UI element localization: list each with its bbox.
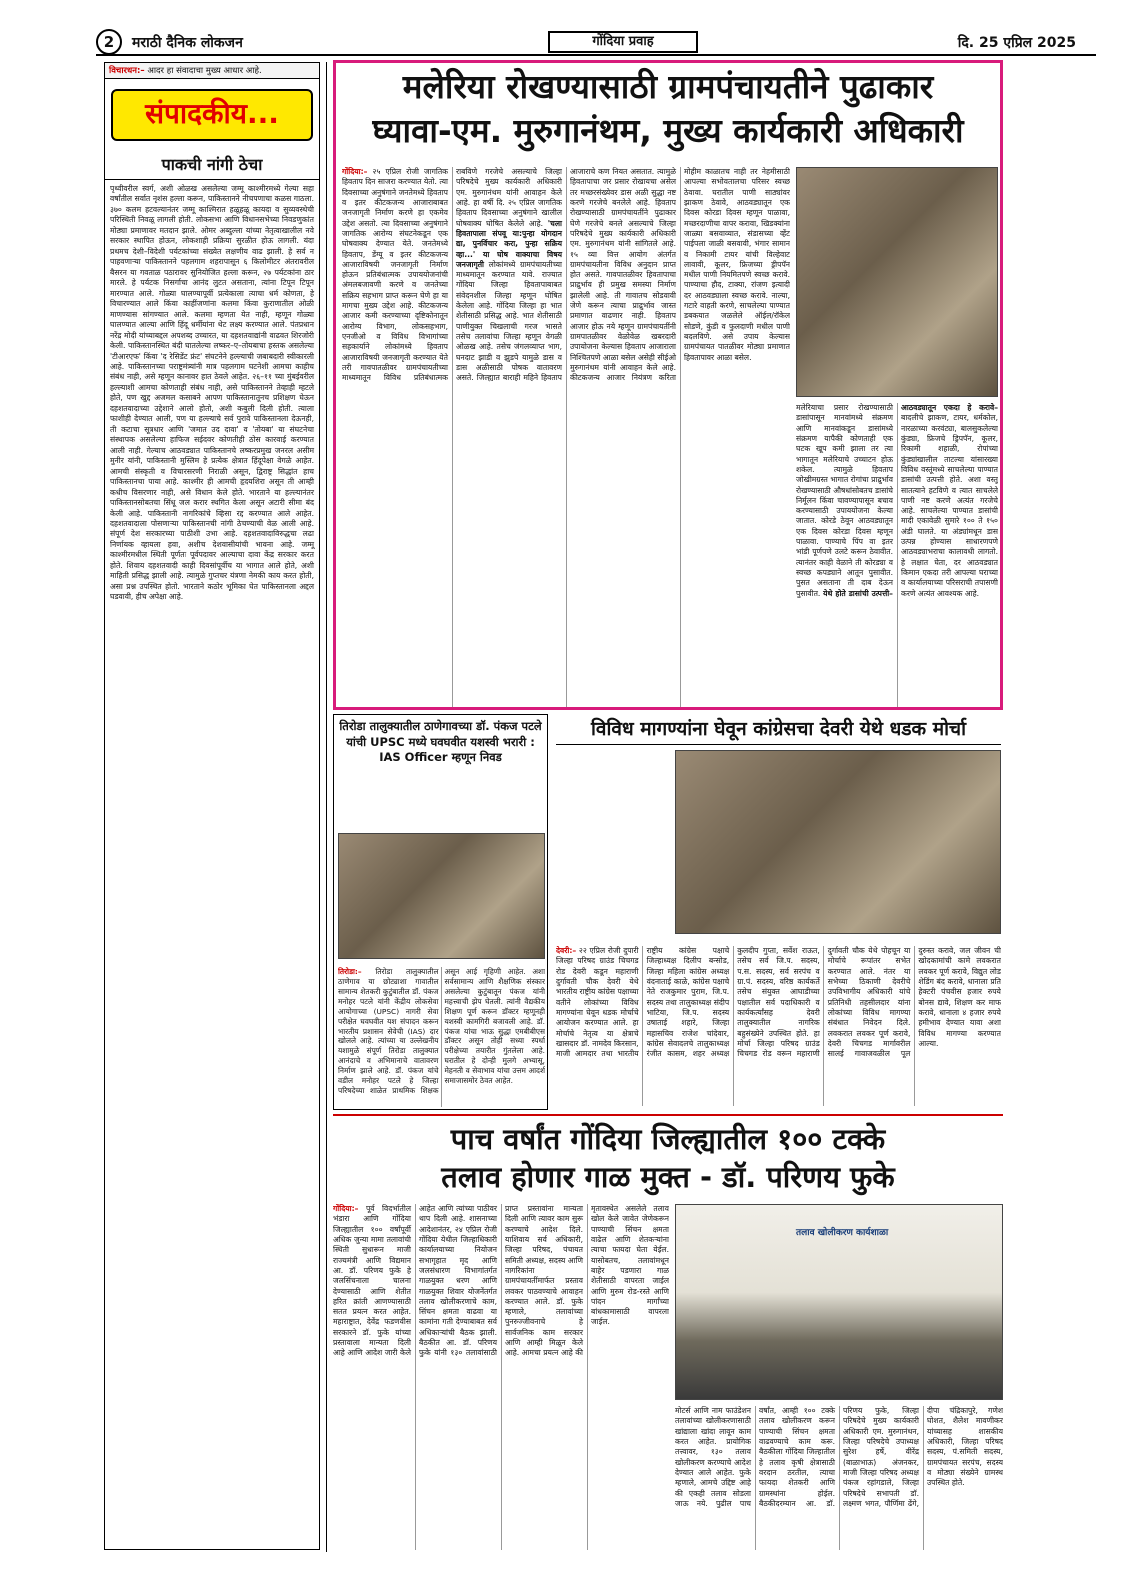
upsc-headline: तिरोडा तालुक्यातील ठाणेगावच्या डॉ. पंकज पटले यांची UPSC मध्ये घवघवीत यशस्वी भरारी : IAS Officer म्हणून निवड bbox=[339, 719, 542, 765]
upsc-body bbox=[338, 967, 545, 1107]
morcha-dateline: देवरी:– bbox=[556, 946, 577, 955]
upsc-body-text: तिरोडा तालुक्यातील ठाणेगाव या छोट्याशा गावातील सामान्य शेतकरी कुटुंबातील डॉ. पंकज मनोहर पटले यांनी केंद्रीय लोकसेवा आयोगाच्या (UPSC) नागरी सेवा परीक्षेत घवघवीत यश संपादन करून भारतीय प्रशासन सेवेची (IAS) दार खोलले आहे. त्यांच्या या उल्लेखनीय यशामुळे संपूर्ण तिरोडा तालुक्यात आनंदाचे व अभिमानाचे वातावरण निर्माण झाले आहे. डॉ. पंकज यांचे वडील मनोहर पटले हे जिल्हा परिषदेच्या शाळेत प्राथमिक शिक्षक असून आई गृहिणी आहेत. अशा सर्वसामान्य आणि शैक्षणिक संस्कार असलेल्या कुटुंबातून पंकज यांनी महत्त्वाची झेप घेतली. त्यांनी वैद्यकीय शिक्षण पूर्ण करून डॉक्टर म्हणूनही यशस्वी कामगिरी बजावली आहे. डॉ. पंकज यांचा भाऊ सुद्धा एमबीबीएस डॉक्टर असून तोही सध्या स्पर्धा परीक्षेच्या तयारीत गुंतलेला आहे. घरातील हे दोन्ही मुलगे अभ्यासू, मेहनती व सेवाभाव यांचा उत्तम आदर्श समाजासमोर ठेवत आहेत. bbox=[338, 967, 545, 1096]
lead-headline-line-2: घ्यावा-एम. मुरुगानंथम, मुख्य कार्यकारी अधिकारी bbox=[372, 111, 964, 150]
lead-slogan: 'चला हिवतापाला संपवू या:पुन्हा योगदान द्या, पुनर्विचार करा, पुन्हा सक्रिय व्हा...' या घोष वाक्याचा विषय जनजागृती bbox=[456, 218, 562, 269]
upsc-dateline: तिरोडा:– bbox=[338, 967, 362, 976]
masthead bbox=[96, 30, 1096, 56]
lead-side-body bbox=[796, 403, 998, 707]
lead-side-subhead-1: येथे होते डासांची उत्पत्ती– bbox=[823, 588, 893, 598]
editorial-title: संपादकीय... bbox=[111, 89, 313, 141]
lake-dateline: गोंदिया:– bbox=[333, 1204, 359, 1213]
thought-text: आदर हा संवादाचा मुख्य आधार आहे. bbox=[147, 66, 262, 76]
lake-meeting-photo bbox=[675, 1204, 1003, 1400]
editorial-body: पृथ्वीवरील स्वर्ग, अशी ओळख असलेल्या जम्मू काश्मीरमध्ये गेल्या सहा वर्षांतील सर्वात नृशंस हल्ला करून, पाकिस्तानने नीचपणाचा कळस गाठला. ३७० कलम हटवल्यानंतर जम्मू काश्मिरात हळूहळू कायदा व सुव्यवस्थेची परिस्थिती निवळू लागली होती. लोकसभा आणि विधानसभेच्या निवडणुकांत मोठ्या प्रमाणावर मतदान झाले. ओमर अब्दुल्ला यांच्या नेतृत्वाखालील नवे सरकार स्थापित होऊन, लोकशाही प्रक्रिया सुरळीत होऊ लागली. यंदा प्रथमच देशी–विदेशी पर्यटकांच्या संख्येत लक्षणीय वाढ झाली. हे सर्व न पाहवणाऱ्या पाकिस्तानने पहलगाम शहरापासून ६ किलोमीटर अंतरावरील बैसरन या गवताळ पठारावर सुनियोजित हल्ला करून, २७ पर्यटकांना ठार मारले. हे पर्यटक निसर्गाचा आनंद लुटत असताना, त्यांना टिपून टिपून मारण्यात आले. गोळ्या घालण्यापूर्वी प्रत्येकाला त्याचा धर्म कोणता, हे विचारण्यात आले किंवा काहींजणांना कलमा किंवा कुराणातील ओळी माणण्यास सांगण्यात आले. कलमा म्हणता येत नाही, म्हणून गोळ्या घालण्यात आल्या आणि हिंदू धर्मीयांना थेट लक्ष्य करण्यात आले. पंतप्रधान नरेंद्र मोदी यांच्याबद्दल अपशब्द उच्चारत, या दहशतवाद्यांनी वाढवत शिरजोरी केली. पाकिस्तानस्थित बंदी घातलेल्या लष्कर–ए–तोयबाचा हस्तक असलेल्या 'टीआरएफ' किंवा 'द रेसिडेंट फ्रंट' संघटनेने हल्ल्याची जबाबदारी स्वीकारली आहे. पाकिस्तानच्या पराष्ट्रमंत्र्यांनी मात्र पहलगाम घटनेशी आमचा काहीच संबंध नाही, असे म्हणून कानावर हात ठेवले आहेत. २६–११ च्या मुंबईवरील हल्ल्याशी आमचा कोणताही संबंध नाही, असे पाकिस्तानने तेव्हाही म्हटले होते, पण खुद्द अजमल कसाबने आपण पाकिस्तानातूनच प्रशिक्षण घेऊन दहशतवादाच्या उद्देशाने आलो होतो, अशी कबुली दिली होती. त्याला फाशीही देण्यात आली, पण या हल्ल्याचे सर्व पुरावे पाकिस्तानला देऊनही, ती कटाचा सूत्रधार आणि 'जमात उद दावा' व 'तोयबा' या संघटनेचा संस्थापक असलेल्या हाफिज सईदवर कोणतीही ठोस कारवाई करण्यात आली नाही. गेल्याच आठवड्यात पाकिस्तानचे लष्करप्रमुख जनरल असीम मुनीर यांनी, पाकिस्तानी मुस्लिम हे प्रत्येक क्षेत्रात हिंदूपेक्षा वेगळे आहेत. आमची संस्कृती व विचारसरणी निराळी असून, द्विराष्ट्र सिद्धांत हाच पाकिस्तानचा पाया आहे. काश्मीर ही आमची हृदयशिरा असून ती आम्ही कधीच विसरणार नाही, असे विधान केले होते. भारताने या हल्ल्यानंतर पाकिस्तानसोबतचा सिंधू जल करार स्थगित केला असून अटारी सीमा बंद केली आहे. पाकिस्तानी नागरिकांचे व्हिसा रद्द करण्यात आले आहेत. दहशतवादाला पोसणाऱ्या पाकिस्तानची नांगी ठेचण्याची वेळ आली आहे. संपूर्ण देश सरकारच्या पाठीशी उभा आहे. दहशतवादाविरुद्धचा लढा निर्णायक व्हायला हवा, अशीच देशवासीयांची भावना आहे. जम्मू काश्मीरमधील स्थिती पूर्णतः पूर्वपदावर आल्याचा दावा केंद्र सरकार करत होते. शिवाय दहशतवादी काही दिवसांपूर्वीच या भागात आले होते, अशी माहिती प्रसिद्ध झाली आहे. त्यामुळे गुप्तचर यंत्रणा नेमकी काय करत होती, असा प्रश्न उपस्थित होतो. भारताने कठोर भूमिका घेत पाकिस्तानला अद्दल घडवावी, हीच अपेक्षा आहे. bbox=[110, 184, 314, 602]
lake-body-text: पूर्व विदर्भातील भंडारा आणि गोंदिया जिल्ह्यातील १०० वर्षांपूर्वी अधिक जुन्या मामा तलावांची स्थिती सुधारून माजी राज्यमंत्री आणि विद्यमान आ. डॉ. परिणय फुके हे जलसिंचनाला चालना देण्यासाठी आणि शेतीत हरित क्रांती आणण्यासाठी सतत प्रयत्न करत आहेत. महाराष्ट्रात, देवेंद्र फडणवीस सरकारने डॉ. फुके यांच्या प्रस्तावाला मान्यता दिली आहे आणि आदेश जारी केले आहेत आणि त्यांच्या पाठीवर थाप दिली आहे. शासनाच्या आदेशानंतर, २४ एप्रिल रोजी गोंदिया येथील जिल्हाधिकारी कार्यालयाच्या नियोजन सभागृहात मृद आणि जलसंधारण विभागांतर्गत गाळयुक्त धरण आणि गाळयुक्त शिवार योजनेंतर्गत तलाव खोलीकरणाचे काम, सिंचन क्षमता वाढवा या कामांना गती देण्याबाबत सर्व अधिकाऱ्यांची बैठक झाली. बैठकीत आ. डॉ. परिणय फुके यांनी १३० तलावांसाठी प्राप्त प्रस्तावांना मान्यता दिली आणि त्यावर काम सुरू करण्याचे आदेश दिले. याशिवाय सर्व अधिकारी, जिल्हा परिषद, पंचायत समिती अध्यक्ष, सदस्य आणि नागरिकांना ग्रामपंचायतींमार्फत प्रस्ताव लवकर पाठवण्याचे आवाहन करण्यात आले. डॉ. फुके म्हणाले, तलावांच्या पुनरुज्जीवनाचे हे सार्वजनिक काम सरकार आणि आम्ही मिळून केले आहे. आमचा प्रयत्न आहे की मृतावस्थेत असलेले तलाव खोल केले जावेत जेणेकरून पाण्याची सिंचन क्षमता वाढेल आणि शेतकऱ्यांना त्याचा फायदा घेता येईल. यासोबतच, तलावांमधून बाहेर पडणारा गाळ शेतीसाठी वापरता जाईल आणि मुरुम रोड-रस्ते आणि पांदन मार्गांच्या बांधकामासाठी वापरला जाईल. bbox=[333, 1204, 669, 1358]
morcha-story bbox=[556, 714, 1001, 1110]
paper-name: मराठी दैनिक लोकजन bbox=[132, 35, 243, 51]
lake-body-2 bbox=[675, 1406, 1003, 1550]
thought-of-the-day bbox=[105, 63, 319, 79]
lake-story bbox=[333, 1114, 1003, 1554]
lead-body-text-2: लोकांमध्ये ग्रामपंचायतीच्या माध्यमातून करण्यात यावे. राज्यात गोंदिया जिल्हा हिवतापाबाबत संवेदनशील जिल्हा म्हणून घोषित केलेला आहे. गोंदिया जिल्हा हा भात शेतीसाठी प्रसिद्ध आहे. भात शेतीसाठी पाणीयुक्त चिखलाची गरज भासते तसेच तलावांचा जिल्हा म्हणून वेगळी ओळख आहे. तसेच जंगलव्याप्त भाग, घनदाट झाडी व झुडपे यामुळे डास व डास अळीसाठी पोषक वातावरण असते. जिल्ह्यात बाराही महिने हिवताप आजाराचे कण नियत असतात. त्यामुळे हिवतापाचा जर प्रसार रोखायचा असेल तर मच्छरसंख्येवर डास अळी सुद्धा नष्ट करणे गरजेचे बनलेले आहे. हिवताप रोखण्यासाठी ग्रामपंचायतींने पुढाकार घेणे गरजेचे बनले असल्याचे जिल्हा परिषदेचे मुख्य कार्यकारी अधिकारी एम. मुरुगानंथम यांनी सांगितले आहे. १५ व्या वित्त आयोग अंतर्गत ग्रामपंचायतीना विविध अनुदान प्राप्त होत असते. गावपातळीवर हिवतापाचा प्राद्रुर्भाव ही प्रमुख समस्या निर्माण झालेली आहे. ती गावातच सोडवावी जेणे करून त्याचा प्राद्रुर्भाव जास्त प्रमाणात वाढणार नाही. हिवताप आजार होऊ नये म्हणून ग्रामपंचायतींनी ग्रामपातळीवर वेळोवेळ खबरदारी उपायोजना केल्यास हिवताप आजाराला निश्चितपणे आळा बसेल असेही सीईओ मुरुगानंथम यांनी आवाहन केले आहे. कीटकजन्य आजार नियंत्रण करिता मोहीम काळातच नाही तर नेहमीसाठी आपल्या सभोवतालचा परिसर स्वच्छ ठेवावा. घरातील पाणी साठ्यांवर झाकण ठेवावे, आठवड्यातून एक दिवस कोरडा दिवस म्हणून पाळावा, मच्छरदाणीचा वापर करावा, खिडक्यांना जाळ्या बसवाव्यात, संडासच्या व्हेंट पाईपला जाळी बसवावी, भंगार सामान व निकामी टायर यांची विल्हेवाट लावावी, कूलर, फ्रिजच्या ड्रीपपॅन मधील पाणी नियमितपणे स्वच्छ करावे. पाण्याचा हौद, टाक्या, रांजण इत्यादी दर आठवड्याला स्वच्छ करावे. नाल्या, गटारे वाहती करणे, साचलेल्या पाण्यात डबकयात जळलेले ऑईल/रॉकेल सोडणे, कुंडी व फुलदाणी मधील पाणी बदलविणे. असे उपाय केल्यास ग्रामपंचायत पातळीवर मोठ्या प्रमाणात हिवतापावर आळा बसेल. bbox=[456, 167, 790, 383]
meeting-banner: तलाव खोलीकरण कार्यशाळा bbox=[796, 1228, 889, 1238]
lake-headline-line-1: पाच वर्षांत गोंदिया जिल्ह्यातील १०० टक्के bbox=[450, 1122, 886, 1156]
lead-side-text: मलेरियाचा प्रसार रोखण्यासाठी डासांपासून मानवांमध्ये संक्रमण आणि मानवांकडून डासांमध्ये संक्रमण यापैकी कोणताही एक घटक खूप कमी झाला तर त्या भागातून मलेरियाचे उच्चाटन होऊ शकेल. त्यामुळे हिवताप जोखीमग्रस्त भागात रोगांचा प्राद्रुर्भाव रोखण्यासाठी औषधांसोबतच डासांचे निर्मूलन किंवा चावण्यापासून बचाव करण्यासाठी उपाययोजना केल्या जातात. कोरडे ठेवून आठवड्यातून एक दिवस कोरडा दिवस म्हणून पाळावा. पाण्याचे पिंप वा इतर भांडी पूर्णपणे उलटे करून ठेवावीत. त्यानंतर काही वेळाने ती कोरड्या व स्वच्छ कपड्याने आतून पुसावीत. पुसत असताना ती दाब देऊन पुसावीत. bbox=[796, 403, 893, 598]
section-name: गोंदिया प्रवाह bbox=[548, 31, 698, 53]
lake-headline bbox=[333, 1120, 1003, 1196]
editorial-subtitle: पाकची नांगी ठेचा bbox=[105, 153, 319, 180]
upsc-story bbox=[333, 714, 548, 1110]
issue-date: दि. 25 एप्रिल 2025 bbox=[957, 35, 1076, 51]
morcha-headline: विविध मागण्यांना घेवून कांग्रेसचा देवरी येथे धडक मोर्चा bbox=[556, 714, 1001, 745]
lead-headline bbox=[336, 65, 1000, 153]
thought-label: विचारधन:– bbox=[109, 66, 145, 76]
lead-photo bbox=[796, 167, 998, 397]
lead-headline-line-1: मलेरिया रोखण्यासाठी ग्रामपंचायतीने पुढाकार bbox=[402, 67, 934, 106]
morcha-photo bbox=[675, 750, 1001, 934]
lead-dateline: गोंदिया:– bbox=[342, 167, 368, 176]
column-divider bbox=[326, 62, 327, 1552]
lead-body bbox=[342, 167, 790, 707]
lake-headline-line-2: तलाव होणार गाळ मुक्त - डॉ. परिणय फुके bbox=[441, 1160, 895, 1194]
morcha-body bbox=[556, 946, 1001, 1106]
lead-side-subhead-2: आठवड्यातून एकदा हे करावे– bbox=[901, 403, 998, 412]
lake-body bbox=[333, 1204, 669, 1550]
editorial-column bbox=[104, 62, 320, 1550]
lake-body-text-2: मोटर्स आणि नाम फाउंडेशन तलावांच्या खोलीकरणासाठी खांद्याला खांदा लावून काम करत आहेत. प्रायोगिक तत्त्वावर, १३० तलाव खोलीकरण करण्याचे आदेश देण्यात आले आहेत. फुके म्हणाले, आमचे उद्दिष्ट आहे की एकही तलाव सोडला जाऊ नये. पुढील पाच वर्षांत, आम्ही १०० टक्के तलाव खोलीकरण करून पाण्याची सिंचन क्षमता वाढवण्याचे काम करू. बैठकीला गोंदिया जिल्हातील हे तलाव कृषी क्षेत्रासाठी वरदान ठरतील, त्याचा फायदा शेतकरी आणि ग्रामस्थांना होईल. बैठकीदरम्यान आ. डॉ. परिणय फुके, जिल्हा परिषदेचे मुख्य कार्यकारी अधिकारी एम. मुरुगानंथन, जिल्हा परिषदेचे उपाध्यक्ष सुरेश हर्षे, वीरेंद्र (बाळाभाऊ) अंजनकर, माजी जिल्हा परिषद अध्यक्ष पंकज रहांगडाले, जिल्हा परिषदेचे सभापती डॉ. लक्ष्मण भगत, पौर्णिमा ढेंगे, दीपा चंद्रिकापुरे, गणेश घोशत, शैलेश मावणीकर यांच्यासह शासकीय अधिकारी, जिल्हा परिषद सदस्य, पं.समिती सदस्य, ग्रामपंचायत सरपंच, सदस्य व मोठ्या संख्येने ग्रामस्थ उपस्थित होते. bbox=[675, 1406, 1003, 1508]
page-number: 2 bbox=[96, 29, 122, 55]
lead-body-text: २५ एप्रिल रोजी जागतिक हिवताप दिन साजरा करण्यात येतो. त्या दिवसाच्या अनुषंगाने जनतेमध्ये हिवताप व इतर कीटकजन्य आजाराबाबत जनजागृती निर्माण करणे हा एकमेव उद्देश असतो. त्या दिवसाच्या अनुषंगाने जागतिक आरोग्य संघटनेकडून एक घोषवाक्य देण्यात येते. जनतेमध्ये हिवताप, डेंग्यू व इतर कीटकजन्य आजाराविषयी जनजागृती निर्माण होऊन प्रतिबंधात्मक उपाययोजनांची अंमलबजावणी करणे व जनतेच्या सक्रिय सहभाग प्राप्त करून घेणे हा या मागचा मुख्य उद्देश आहे. कीटकजन्य आजार कमी करण्याच्या दृष्टिकोनातून आरोग्य विभाग, लोकसहभाग, एनजीओ व विविध विभागांच्या सहकार्याने लोकांमध्ये हिवताप आजाराविषयी जनजागृती करण्यात येते तरी गावपातळीवर ग्रामपंचायतीच्या माध्यमातून विविध प्रतिबंधात्मक राबविणे गरजेचे असल्याचे जिल्हा परिषदेचे मुख्य कार्यकारी अधिकारी एम. मुरुगानंथम यांनी आवाहन केले आहे. हा वर्षी दि. २५ एप्रिल जागतिक हिवताप दिवसाच्या अनुषंगाने खालील घोषवाक्य घोषित केलेले आहे. bbox=[342, 167, 562, 383]
lead-story bbox=[333, 60, 1003, 710]
upsc-photo bbox=[338, 833, 545, 959]
morcha-body-text: २२ एप्रिल रोजी दुपारी जिल्हा परिषद ग्राउंड चिचगड रोड देवरी कडून महाराणी दुर्गावती चौक देवरी येथे भारतीय राष्ट्रीय कांग्रेस पक्षाच्या वतीने लोकांच्या विविध मागण्यांना घेवून धडक मोर्चाचे आयोजन करण्यात आले. हा मोर्चाचे नेतृत्व या क्षेत्राचे खासदार डॉ. नामदेव किरसान, माजी आमदार तथा भारतीय राष्ट्रीय कांग्रेस पक्षाचे जिल्हाध्यक्ष दिलीप बन्सोड, जिल्हा महिला कांग्रेस अध्यक्ष वंदनाताई काळे, कांग्रेस पक्षाचे नेते राजकुमार पुराम, जि.प. सदस्य तथा तालुकाध्यक्ष संदीप भाटिया, जि.प. सदस्य उषाताई शहारे, जिल्हा महासचिव राजेश चांदेवार, कांग्रेस सेवादलचे तालुकाध्यक्ष रंजीत कासम, शहर अध्यक्ष कुलदीप गुप्ता, सर्वेश राऊत, तसेच सर्व जि.प. सदस्य, प.स. सदस्य, सर्व सरपंच व ग्रा.पं. सदस्य, वरिष्ठ कार्यकर्ते तसेच संयुक्त आघाडीच्या पक्षातील सर्व पदाधिकारी व कार्यकर्त्यांसह देवरी तालुक्यातील नागरिक बहुसंख्येने उपस्थित होते. हा मोर्चा जिल्हा परिषद ग्राउंड चिचगड रोड वरून महाराणी दुर्गावती चौक येथे पोहचून या मोर्चाचे रूपांतर सभेत करण्यात आले. नंतर या सभेच्या ठिकाणी देवरीचे उपविभागीय अधिकारी यांचे प्रतिनिधी तहसीलदार यांना लोकांच्या विविध मागण्या संबंधात निवेदन दिले. लवकरात लवकर पूर्ण करावे, देवरी चिचगड मार्गावरील सालई गावाजवळील पूल दुरुस्त करावे, जल जीवन ची खोदकामांची कामे लवकरात लवकर पूर्ण करावे, विद्युत लोड शेडिंग बंद करावे, धानाला प्रति हेक्टरी पंचवीस हजार रुपये बोनस द्यावे, शिक्षण कर माफ करावे, धानाला ४ हजार रुपये हमीभाव देण्यात यावा अशा विविध मागण्या करण्यात आल्या. bbox=[556, 946, 1001, 1059]
lead-side-text-2: बादलीचे झाकण, टायर, धर्मकोल, नारळाच्या करवंट्या, बालसुकलेल्या कुंड्या, फ्रिजचे ड्रिपपॅन, कूलर, रिकामी शहाळी, रोपांच्या कुंड्यांखालील ताटल्या यांसारख्या विविध वस्तूंमध्ये साचलेल्या पाण्यात डासांची उत्पत्ती होते. अशा वस्तू सातत्याने हटविणे व त्यात साचलेले पाणी नष्ट करणे अत्यंत गरजेचे आहे. साचलेल्या पाण्यात डासांची मादी एकावेळी सुमारे १०० ते १५० अंडी घालते. या अंड्यांमधून डास उत्पन्न होण्यास साधारणपणे आठवड्याभराचा कालावधी लागतो. हे लक्षात घेता, दर आठवड्यात किमान एकदा तरी आपल्या घराच्या व कार्यालयाच्या परिसराची तपासणी करणे अत्यंत आवश्यक आहे. bbox=[901, 413, 998, 598]
